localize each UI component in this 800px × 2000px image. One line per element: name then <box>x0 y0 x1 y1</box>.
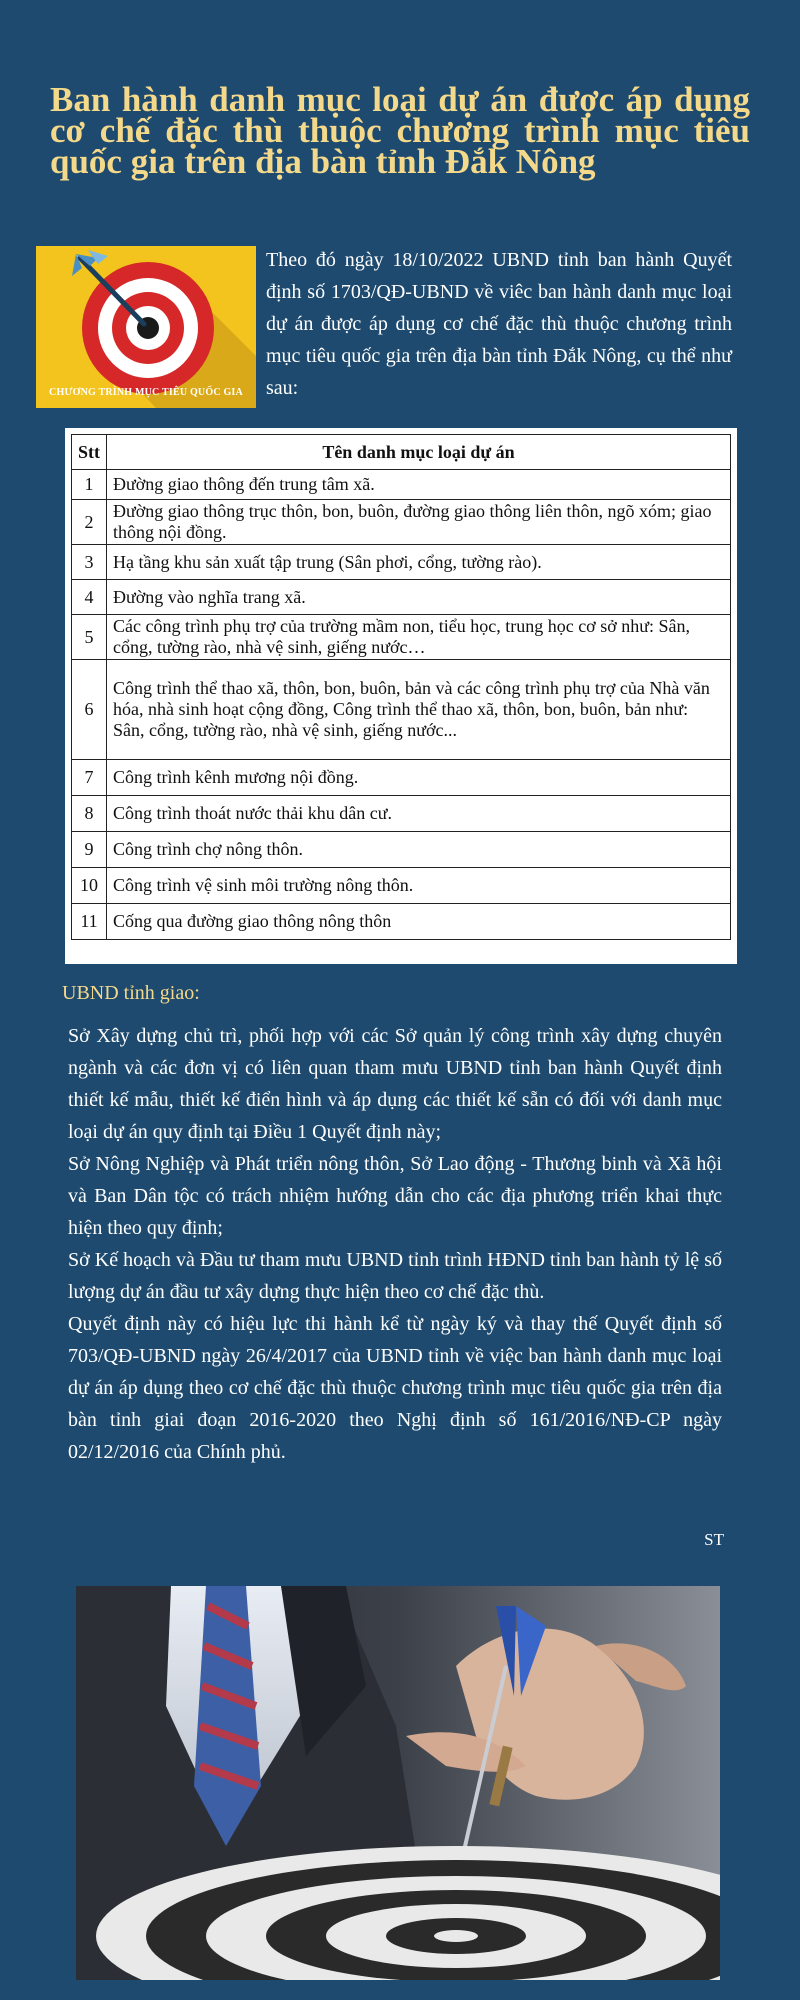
table-row <box>72 470 731 500</box>
intro-paragraph: Theo đó ngày 18/10/2022 UBND tỉnh ban hành Quyết định số 1703/QĐ-UBND về viêc ban hành danh mục loại dự án được áp dụng cơ chế đặc thù thuộc chương trình mục tiêu quốc gia trên địa bàn tỉnh Đắk Nông, cụ thể như sau: <box>266 249 732 399</box>
table-row <box>72 796 731 832</box>
assignment-body <box>68 1020 722 1468</box>
dart-target-illustration <box>76 1586 720 1980</box>
table-header-row <box>72 435 731 470</box>
logo-text: CHƯƠNG TRÌNH MỤC TIÊU QUỐC GIA <box>49 387 243 398</box>
row-name: Đường vào nghĩa trang xã. <box>107 580 731 615</box>
row-name: Công trình thoát nước thải khu dân cư. <box>107 796 731 832</box>
target-arrow-icon <box>36 246 256 408</box>
table <box>71 434 731 940</box>
paragraph: Sở Nông Nghiệp và Phát triển nông thôn, Sở Lao động - Thương binh và Xã hội và Ban Dân tộc có trách nhiệm hướng dẫn cho các địa phương triển khai thực hiện theo quy định; <box>68 1153 722 1239</box>
row-stt: 2 <box>72 500 107 545</box>
row-name: Đường giao thông trục thôn, bon, buôn, đường giao thông liên thôn, ngõ xóm; giao thông nội đồng. <box>107 500 731 545</box>
row-name: Công trình chợ nông thôn. <box>107 832 731 868</box>
table-row <box>72 660 731 760</box>
row-stt: 11 <box>72 904 107 940</box>
table-row <box>72 832 731 868</box>
assignment-heading: UBND tỉnh giao: <box>62 982 200 1004</box>
table-row <box>72 615 731 660</box>
paragraph: Sở Kế hoạch và Đầu tư tham mưu UBND tỉnh trình HĐND tỉnh ban hành tỷ lệ số lượng dự án đầu tư xây dựng thực hiện theo cơ chế đặc thù. <box>68 1249 722 1303</box>
row-stt: 5 <box>72 615 107 660</box>
row-stt: 7 <box>72 760 107 796</box>
row-name: Đường giao thông đến trung tâm xã. <box>107 470 731 500</box>
project-list-table <box>65 428 737 964</box>
author-signature: ST <box>704 1530 724 1549</box>
row-stt: 1 <box>72 470 107 500</box>
row-name: Công trình vệ sinh môi trường nông thôn. <box>107 868 731 904</box>
row-stt: 8 <box>72 796 107 832</box>
table-row <box>72 545 731 580</box>
row-name: Cống qua đường giao thông nông thôn <box>107 904 731 940</box>
dart-target-photo <box>76 1586 720 1980</box>
row-stt: 3 <box>72 545 107 580</box>
paragraph: Quyết định này có hiệu lực thi hành kể từ ngày ký và thay thế Quyết định số 703/QĐ-UBND ngày 26/4/2017 của UBND tỉnh về việc ban hành danh mục loại dự án áp dụng theo cơ chế đặc thù thuộc chương trình mục tiêu quốc gia trên địa bàn tỉnh giai đoạn 2016-2020 theo Nghị định số 161/2016/NĐ-CP ngày 02/12/2016 của Chính phủ. <box>68 1313 722 1463</box>
row-stt: 10 <box>72 868 107 904</box>
row-stt: 9 <box>72 832 107 868</box>
row-name: Công trình kênh mương nội đồng. <box>107 760 731 796</box>
row-name: Hạ tầng khu sản xuất tập trung (Sân phơi, cổng, tường rào). <box>107 545 731 580</box>
page-title: Ban hành danh mục loại dự án được áp dụng cơ chế đặc thù thuộc chương trình mục tiêu quốc gia trên địa bàn tỉnh Đắk Nông <box>50 80 750 181</box>
header-name: Tên danh mục loại dự án <box>107 435 731 470</box>
table-row <box>72 868 731 904</box>
row-stt: 6 <box>72 660 107 760</box>
paragraph: Sở Xây dựng chủ trì, phối hợp với các Sở quản lý công trình xây dựng chuyên ngành và các đơn vị có liên quan tham mưu UBND tỉnh ban hành Quyết định thiết kế mẫu, thiết kế điển hình và áp dụng các thiết kế sẵn có đối với danh mục loại dự án quy định tại Điều 1 Quyết định này; <box>68 1025 722 1143</box>
header-stt: Stt <box>72 435 107 470</box>
table-row <box>72 760 731 796</box>
table-row <box>72 580 731 615</box>
row-name: Công trình thể thao xã, thôn, bon, buôn, bản và các công trình phụ trợ của Nhà văn hóa, nhà sinh hoạt cộng đồng, Công trình thể thao xã, thôn, bon, buôn, bản như: Sân, cổng, tường rào, nhà vệ sinh, giếng nước... <box>107 660 731 760</box>
table-row <box>72 500 731 545</box>
program-logo <box>36 246 256 408</box>
row-stt: 4 <box>72 580 107 615</box>
row-name: Các công trình phụ trợ của trường mầm non, tiểu học, trung học cơ sở như: Sân, cổng, tường rào, nhà vệ sinh, giếng nước… <box>107 615 731 660</box>
table-row <box>72 904 731 940</box>
